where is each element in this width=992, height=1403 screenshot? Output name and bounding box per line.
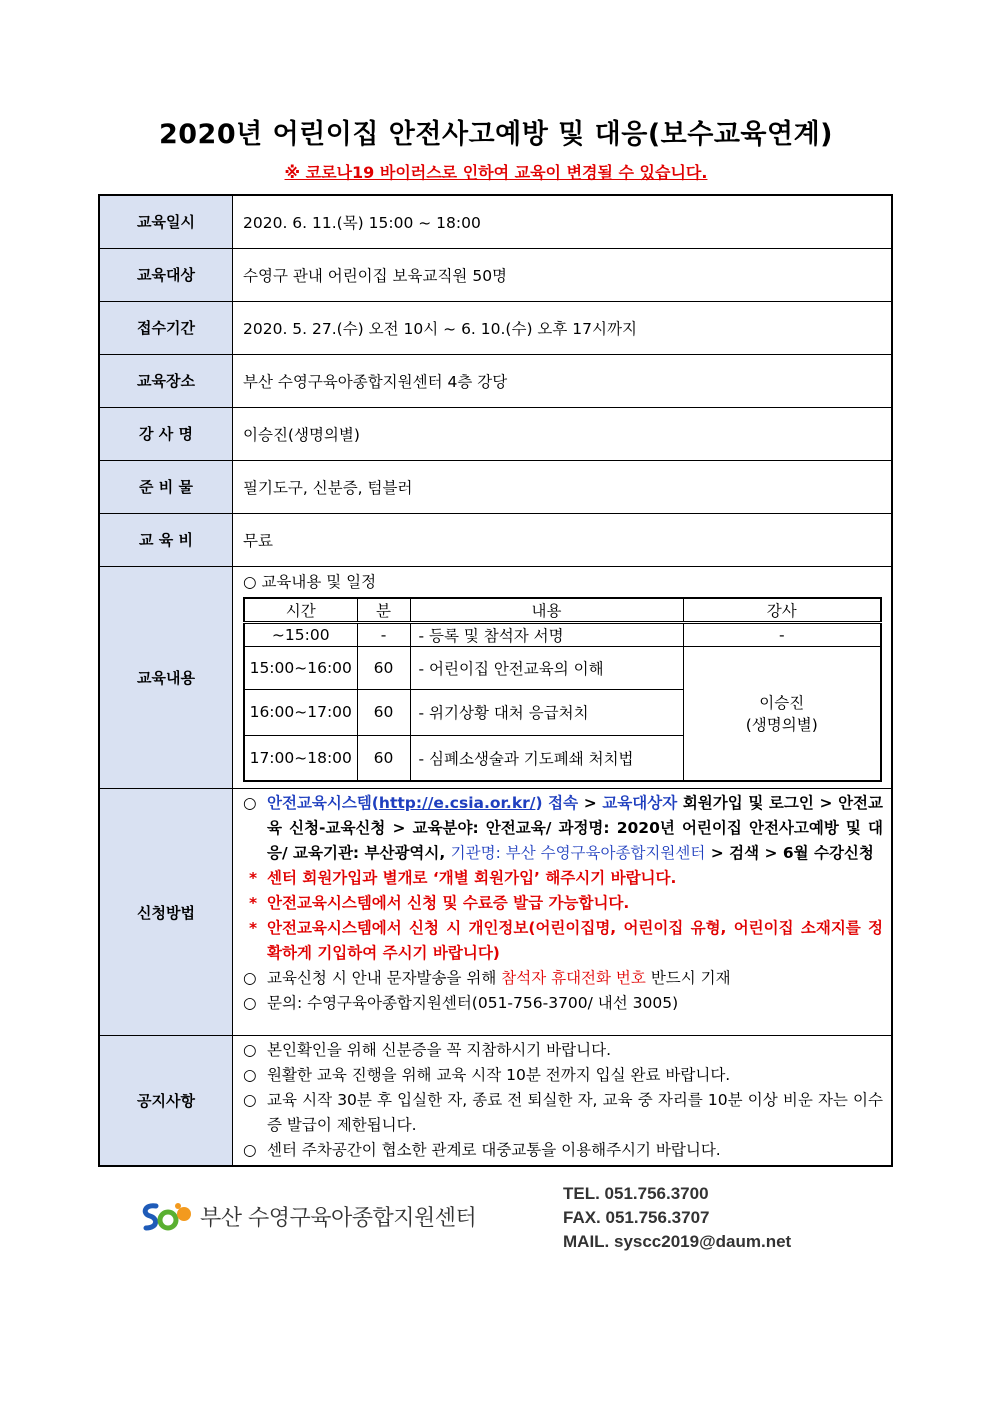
row-venue	[99, 354, 892, 407]
row-value: 이승진(생명의별)	[233, 407, 893, 460]
header-minutes: 분	[357, 598, 410, 623]
contact-mail: MAIL. syscc2019@daum.net	[563, 1232, 792, 1251]
cell-lecturer-merged	[683, 646, 881, 781]
apply-inquiry: ○ 문의: 수영구육아종합지원센터(051-756-3700/ 내선 3005)	[243, 994, 679, 1012]
schedule-table	[243, 597, 882, 783]
contact-fax: FAX. 051.756.3707	[563, 1208, 710, 1227]
row-content	[99, 566, 892, 789]
row-lecturer	[99, 407, 892, 460]
row-label: 신청방법	[99, 789, 233, 1036]
row-registration	[99, 301, 892, 354]
cell-minutes: 60	[357, 689, 410, 735]
note-item: ○ 원활한 교육 진행을 위해 교육 시작 10분 전까지 입실 완료 바랍니다.	[243, 1066, 731, 1084]
row-label: 공지사항	[99, 1036, 233, 1167]
schedule-row	[244, 622, 881, 646]
row-value: 필기도구, 신분증, 텀블러	[233, 460, 893, 513]
corona-notice: ※ 코로나19 바이러스로 인하여 교육이 변경될 수 있습니다.	[284, 163, 708, 182]
row-label: 교 육 비	[99, 513, 233, 566]
note-item: ○ 센터 주차공간이 협소한 관계로 대중교통을 이용해주시기 바랍니다.	[243, 1141, 721, 1159]
note-item: ○ 교육 시작 30분 후 입실한 자, 종료 전 퇴실한 자, 교육 중 자리를 10분 이상 비운 자는 이수증 발급이 제한됩니다.	[243, 1091, 883, 1134]
apply-caution: * 안전교육시스템에서 신청 및 수료증 발급 가능합니다.	[249, 894, 630, 912]
info-table	[98, 194, 893, 1167]
cell-minutes: 60	[357, 735, 410, 781]
cell-time: 16:00~17:00	[244, 689, 357, 735]
cell-time: 17:00~18:00	[244, 735, 357, 781]
row-apply	[99, 789, 892, 1036]
header-time: 시간	[244, 598, 357, 623]
schedule-heading: ○ 교육내용 및 일정	[243, 572, 377, 591]
lecturer-org: (생명의별)	[745, 716, 818, 735]
row-value: 부산 수영구육아종합지원센터 4층 강당	[233, 354, 893, 407]
cell-minutes: 60	[357, 646, 410, 689]
cell-lecturer: -	[683, 622, 881, 646]
row-label: 교육대상	[99, 248, 233, 301]
center-name: 부산 수영구육아종합지원센터	[200, 1205, 477, 1231]
row-target	[99, 248, 892, 301]
apply-caution: * 센터 회원가입과 별개로 ‘개별 회원가입’ 해주시기 바랍니다.	[249, 869, 677, 887]
row-label: 준 비 물	[99, 460, 233, 513]
center-logo-icon	[138, 1198, 194, 1234]
csia-link[interactable]: http://e.csia.or.kr/	[378, 794, 536, 812]
row-fee	[99, 513, 892, 566]
row-supplies	[99, 460, 892, 513]
row-notes	[99, 1036, 892, 1167]
schedule-header-row	[244, 598, 881, 623]
schedule-row	[244, 646, 881, 689]
row-label: 강 사 명	[99, 407, 233, 460]
row-label: 교육장소	[99, 354, 233, 407]
cell-time: ~15:00	[244, 622, 357, 646]
apply-step-main: ○ 안전교육시스템(http://e.csia.or.kr/) 접속 > 교육대상자 회원가입 및 로그인 > 안전교육 신청-교육신청 > 교육분야: 안전교육/ 과정명: 2020년 어린이집 안전사고예방 및 대응/ 교육기관: 부산광역시, 기관명: 부산 수영구육아종합지원센터 > 검색 > 6월 수강신청	[243, 791, 883, 866]
cell-content: - 심폐소생술과 기도폐쇄 처치법	[410, 735, 683, 781]
row-label: 교육내용	[99, 566, 233, 789]
header-content: 내용	[410, 598, 683, 623]
row-value: 무료	[233, 513, 893, 566]
row-value: 수영구 관내 어린이집 보육교직원 50명	[233, 248, 893, 301]
contact-info	[563, 1182, 791, 1254]
row-label: 접수기간	[99, 301, 233, 354]
cell-content: - 위기상황 대처 응급처치	[410, 689, 683, 735]
cell-minutes: -	[357, 622, 410, 646]
center-logo	[138, 1196, 476, 1236]
cell-content: - 등록 및 참석자 서명	[410, 622, 683, 646]
row-value: 2020. 6. 11.(목) 15:00 ~ 18:00	[233, 195, 893, 248]
header-lecturer: 강사	[683, 598, 881, 623]
cell-content: - 어린이집 안전교육의 이해	[410, 646, 683, 689]
page-title: 2020년 어린이집 안전사고예방 및 대응(보수교육연계)	[158, 119, 834, 150]
lecturer-name: 이승진	[759, 694, 805, 713]
note-item: ○ 본인확인을 위해 신분증을 꼭 지참하시기 바랍니다.	[243, 1041, 611, 1059]
apply-caution: * 안전교육시스템에서 신청 시 개인정보(어린이집명, 어린이집 유형, 어린이집 소재지를 정확하게 기입하여 주시기 바랍니다)	[249, 919, 883, 962]
apply-sms-note: ○ 교육신청 시 안내 문자발송을 위해 참석자 휴대전화 번호 반드시 기재	[243, 969, 731, 987]
row-label: 교육일시	[99, 195, 233, 248]
contact-tel: TEL. 051.756.3700	[563, 1184, 709, 1203]
row-date	[99, 195, 892, 248]
bullet-circle: ○	[243, 794, 257, 812]
row-value: 2020. 5. 27.(수) 오전 10시 ~ 6. 10.(수) 오후 17시까지	[233, 301, 893, 354]
cell-time: 15:00~16:00	[244, 646, 357, 689]
